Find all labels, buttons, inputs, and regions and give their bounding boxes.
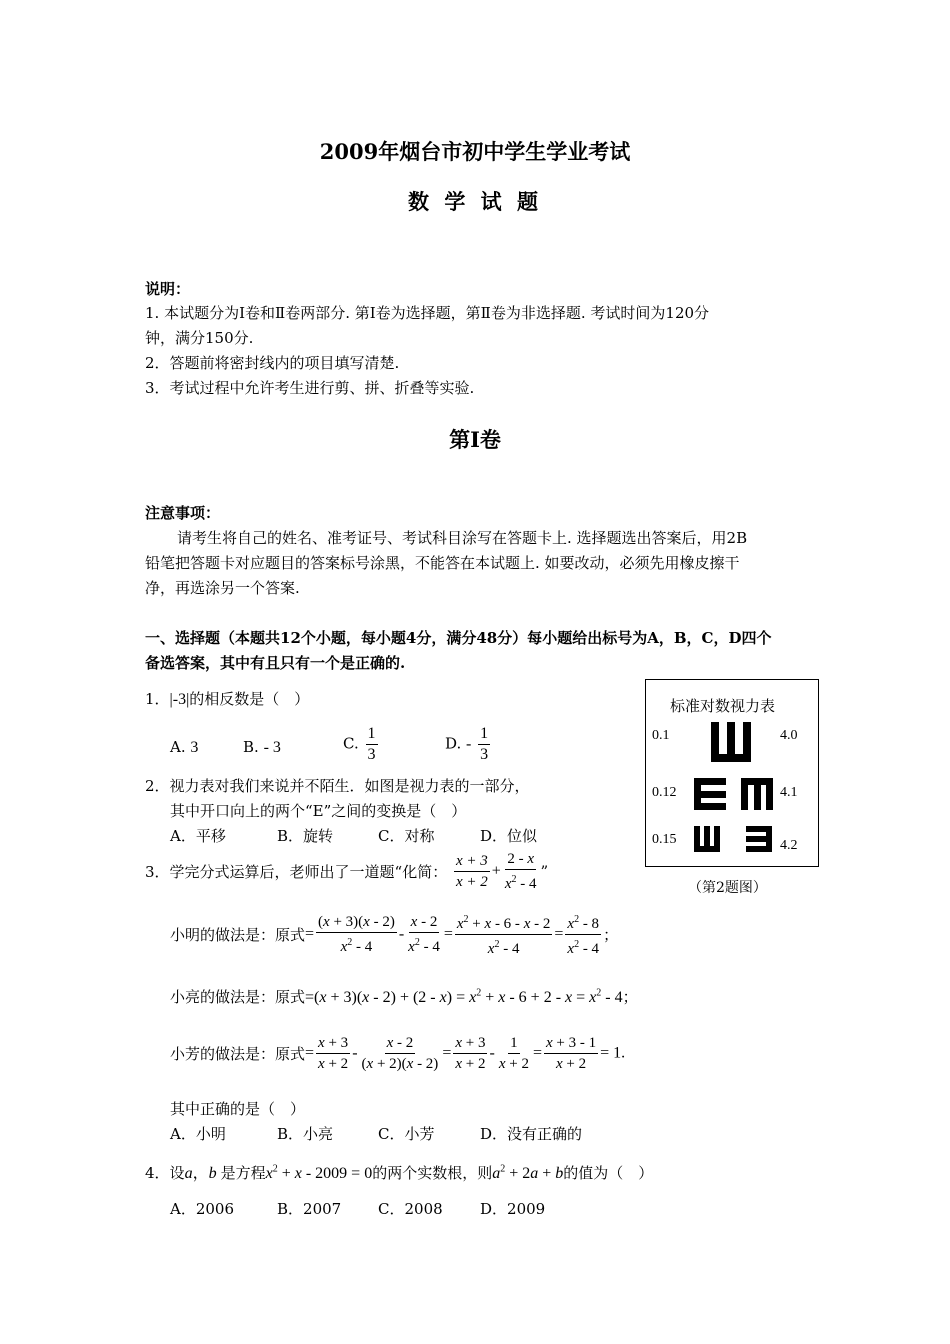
- q3-number: 3．: [145, 863, 170, 881]
- part1-heading: 第Ⅰ卷: [449, 427, 501, 452]
- q1-b-value: - 3: [263, 739, 281, 756]
- row1-right-value: 4.0: [780, 728, 798, 743]
- q1-c-denominator: 3: [367, 746, 376, 763]
- q1-stem: [145, 688, 309, 709]
- instruction-3: 3．考试过程中允许考生进行剪、拼、折叠等实验.: [145, 379, 475, 397]
- section1-line2: 备选答案，其中有且只有一个是正确的.: [145, 654, 406, 672]
- notes-line1: 请考生将自己的姓名、准考证号、考试科目涂写在答题卡上. 选择题选出答案后，用2B: [177, 529, 748, 547]
- q2-line1: [145, 775, 530, 796]
- q4-mid1: 是方程: [220, 1164, 266, 1182]
- notes-line2: 铅笔把答题卡对应题目的答案标号涂黑，不能答在本试题上. 如要改动，必须先用橡皮擦干: [145, 554, 740, 572]
- q1-option-c: [343, 724, 380, 765]
- e-down-medium: [741, 778, 773, 810]
- q4-mid2: 的两个实数根，则: [372, 1164, 493, 1182]
- instruction-1-line2: 钟，满分150分.: [145, 329, 254, 347]
- eye-chart-title: 标准对数视力表: [670, 699, 776, 715]
- instruction-2: 2．答题前将密封线内的项目填写清楚.: [145, 354, 400, 372]
- instructions-heading: 说明：: [145, 280, 191, 298]
- q1-stem-text: 的相反数是（ ）: [189, 690, 310, 708]
- section1-line1: 一、选择题（本题共12个小题，每小题4分，满分48分）每小题给出标号为A，B，C，D四个: [145, 629, 772, 647]
- q1-c-numerator: 1: [366, 724, 378, 745]
- q1-number: 1．: [145, 690, 170, 708]
- q3-option-d: D．没有正确的: [480, 1125, 583, 1143]
- q1-a-value: 3: [190, 739, 199, 756]
- q1-a-label: A.: [170, 738, 186, 756]
- q1-option-d: [445, 724, 492, 765]
- e-left-small: [746, 826, 772, 852]
- q2-option-c: C．对称: [378, 827, 435, 845]
- q3-stem: 3．学完分式运算后，老师出了一道题“化简： $\frac{x + 3}{x + 2}$ + $\frac{2 - x}{x^2 - 4}$ ”: [145, 851, 549, 892]
- q1-d-sign: -: [466, 735, 472, 753]
- row2-left-value: 0.12: [652, 785, 677, 800]
- e-right-medium: [694, 778, 726, 810]
- exam-subtitle: 数 学 试 题: [408, 189, 542, 214]
- q2-line2: 其中开口向上的两个“E”之间的变换是（ ）: [170, 802, 467, 820]
- q1-d-denominator: 3: [480, 746, 489, 763]
- q1-d-label: D.: [445, 734, 462, 753]
- q2-option-d: D．位似: [480, 827, 538, 845]
- q4-option-a: A．2006: [170, 1200, 235, 1218]
- q3-stem-end: ”: [540, 862, 549, 881]
- q3-xiaoliang-solution: 小亮的做法是：原式$=(x + 3)(x - 2) + (2 - x) = x^2 + x - 6 + 2 - x = x^2 - 4$；: [170, 987, 638, 1006]
- figure-caption: （第2题图）: [688, 880, 767, 896]
- q4-post: 的值为（ ）: [563, 1164, 654, 1182]
- q4-option-c: C．2008: [378, 1200, 443, 1218]
- q3-xiaofang-label: 小芳的做法是：原式: [170, 1045, 306, 1063]
- q1-c-label: C.: [343, 734, 359, 753]
- notes-heading: 注意事项：: [145, 504, 221, 522]
- q1-option-a: [170, 738, 198, 757]
- q3-stem-text: 学完分式运算后，老师出了一道题“化简：: [169, 863, 448, 881]
- q4-pre: 设: [169, 1164, 185, 1182]
- instruction-1-line1: 1. 本试题分为Ⅰ卷和Ⅱ卷两部分. 第Ⅰ卷为选择题，第Ⅱ卷为非选择题. 考试时间为120分: [145, 304, 710, 322]
- q3-xiaoming-solution: 小明的做法是：原式= $\frac{(x + 3)(x - 2)}{x^2 - 4}$ - $\frac{x - 2}{x^2 - 4}$ = $\frac{x^2 + x - 6 - x - 2}{x^2 - 4}$ = $\frac{x^2 - 8}{x^2 - 4}$ ；: [170, 910, 618, 959]
- q3-option-c: C．小芳: [378, 1125, 435, 1143]
- q2-number: 2．: [145, 777, 170, 795]
- e-up-large: [711, 722, 751, 762]
- q2-option-b: B．旋转: [277, 827, 334, 845]
- q4-option-b: B．2007: [277, 1200, 342, 1218]
- e-up-small: [694, 826, 720, 852]
- q3-question: 其中正确的是（ ）: [170, 1100, 306, 1118]
- row3-left-value: 0.15: [652, 832, 677, 847]
- q3-option-a: A．小明: [170, 1125, 226, 1143]
- row3-right-value: 4.2: [780, 838, 798, 853]
- row2-right-value: 4.1: [780, 785, 798, 800]
- notes-line3: 净，再选涂另一个答案.: [145, 579, 300, 597]
- q4-option-d: D．2009: [480, 1200, 546, 1218]
- q2-option-a: A．平移: [170, 827, 226, 845]
- q3-option-b: B．小亮: [277, 1125, 334, 1143]
- q1-option-b: [243, 738, 281, 757]
- eye-chart-symbols: [646, 680, 818, 866]
- q1-d-numerator: 1: [478, 724, 490, 745]
- row1-left-value: 0.1: [652, 728, 670, 743]
- exam-title: 2009年烟台市初中学生学业考试: [319, 139, 631, 164]
- q1-b-label: B.: [243, 738, 259, 756]
- q4-stem: 4．设a，b 是方程$x^2 + x - 2009 = 0$的两个实数根，则$a^2 + 2a + b$的值为（ ）: [145, 1163, 654, 1182]
- q3-xiaofang-solution: 小芳的做法是：原式= $\frac{x + 3}{x + 2}$ - $\frac{x - 2}{(x + 2)(x - 2)}$ = $\frac{x + 3}{x + 2}$ - $\frac{1}{x + 2}$ = $\frac{x + 3 - 1}{x + 2}$ = 1.: [170, 1035, 626, 1072]
- eye-chart-figure: [645, 679, 819, 867]
- q3-xiaoliang-label: 小亮的做法是：原式: [170, 988, 306, 1006]
- q3-xiaoming-label: 小明的做法是：原式: [170, 926, 306, 944]
- q2-line1-text: 视力表对我们来说并不陌生．如图是视力表的一部分，: [169, 777, 530, 795]
- q1-expression: |-3|: [169, 691, 190, 708]
- q4-number: 4．: [145, 1164, 170, 1182]
